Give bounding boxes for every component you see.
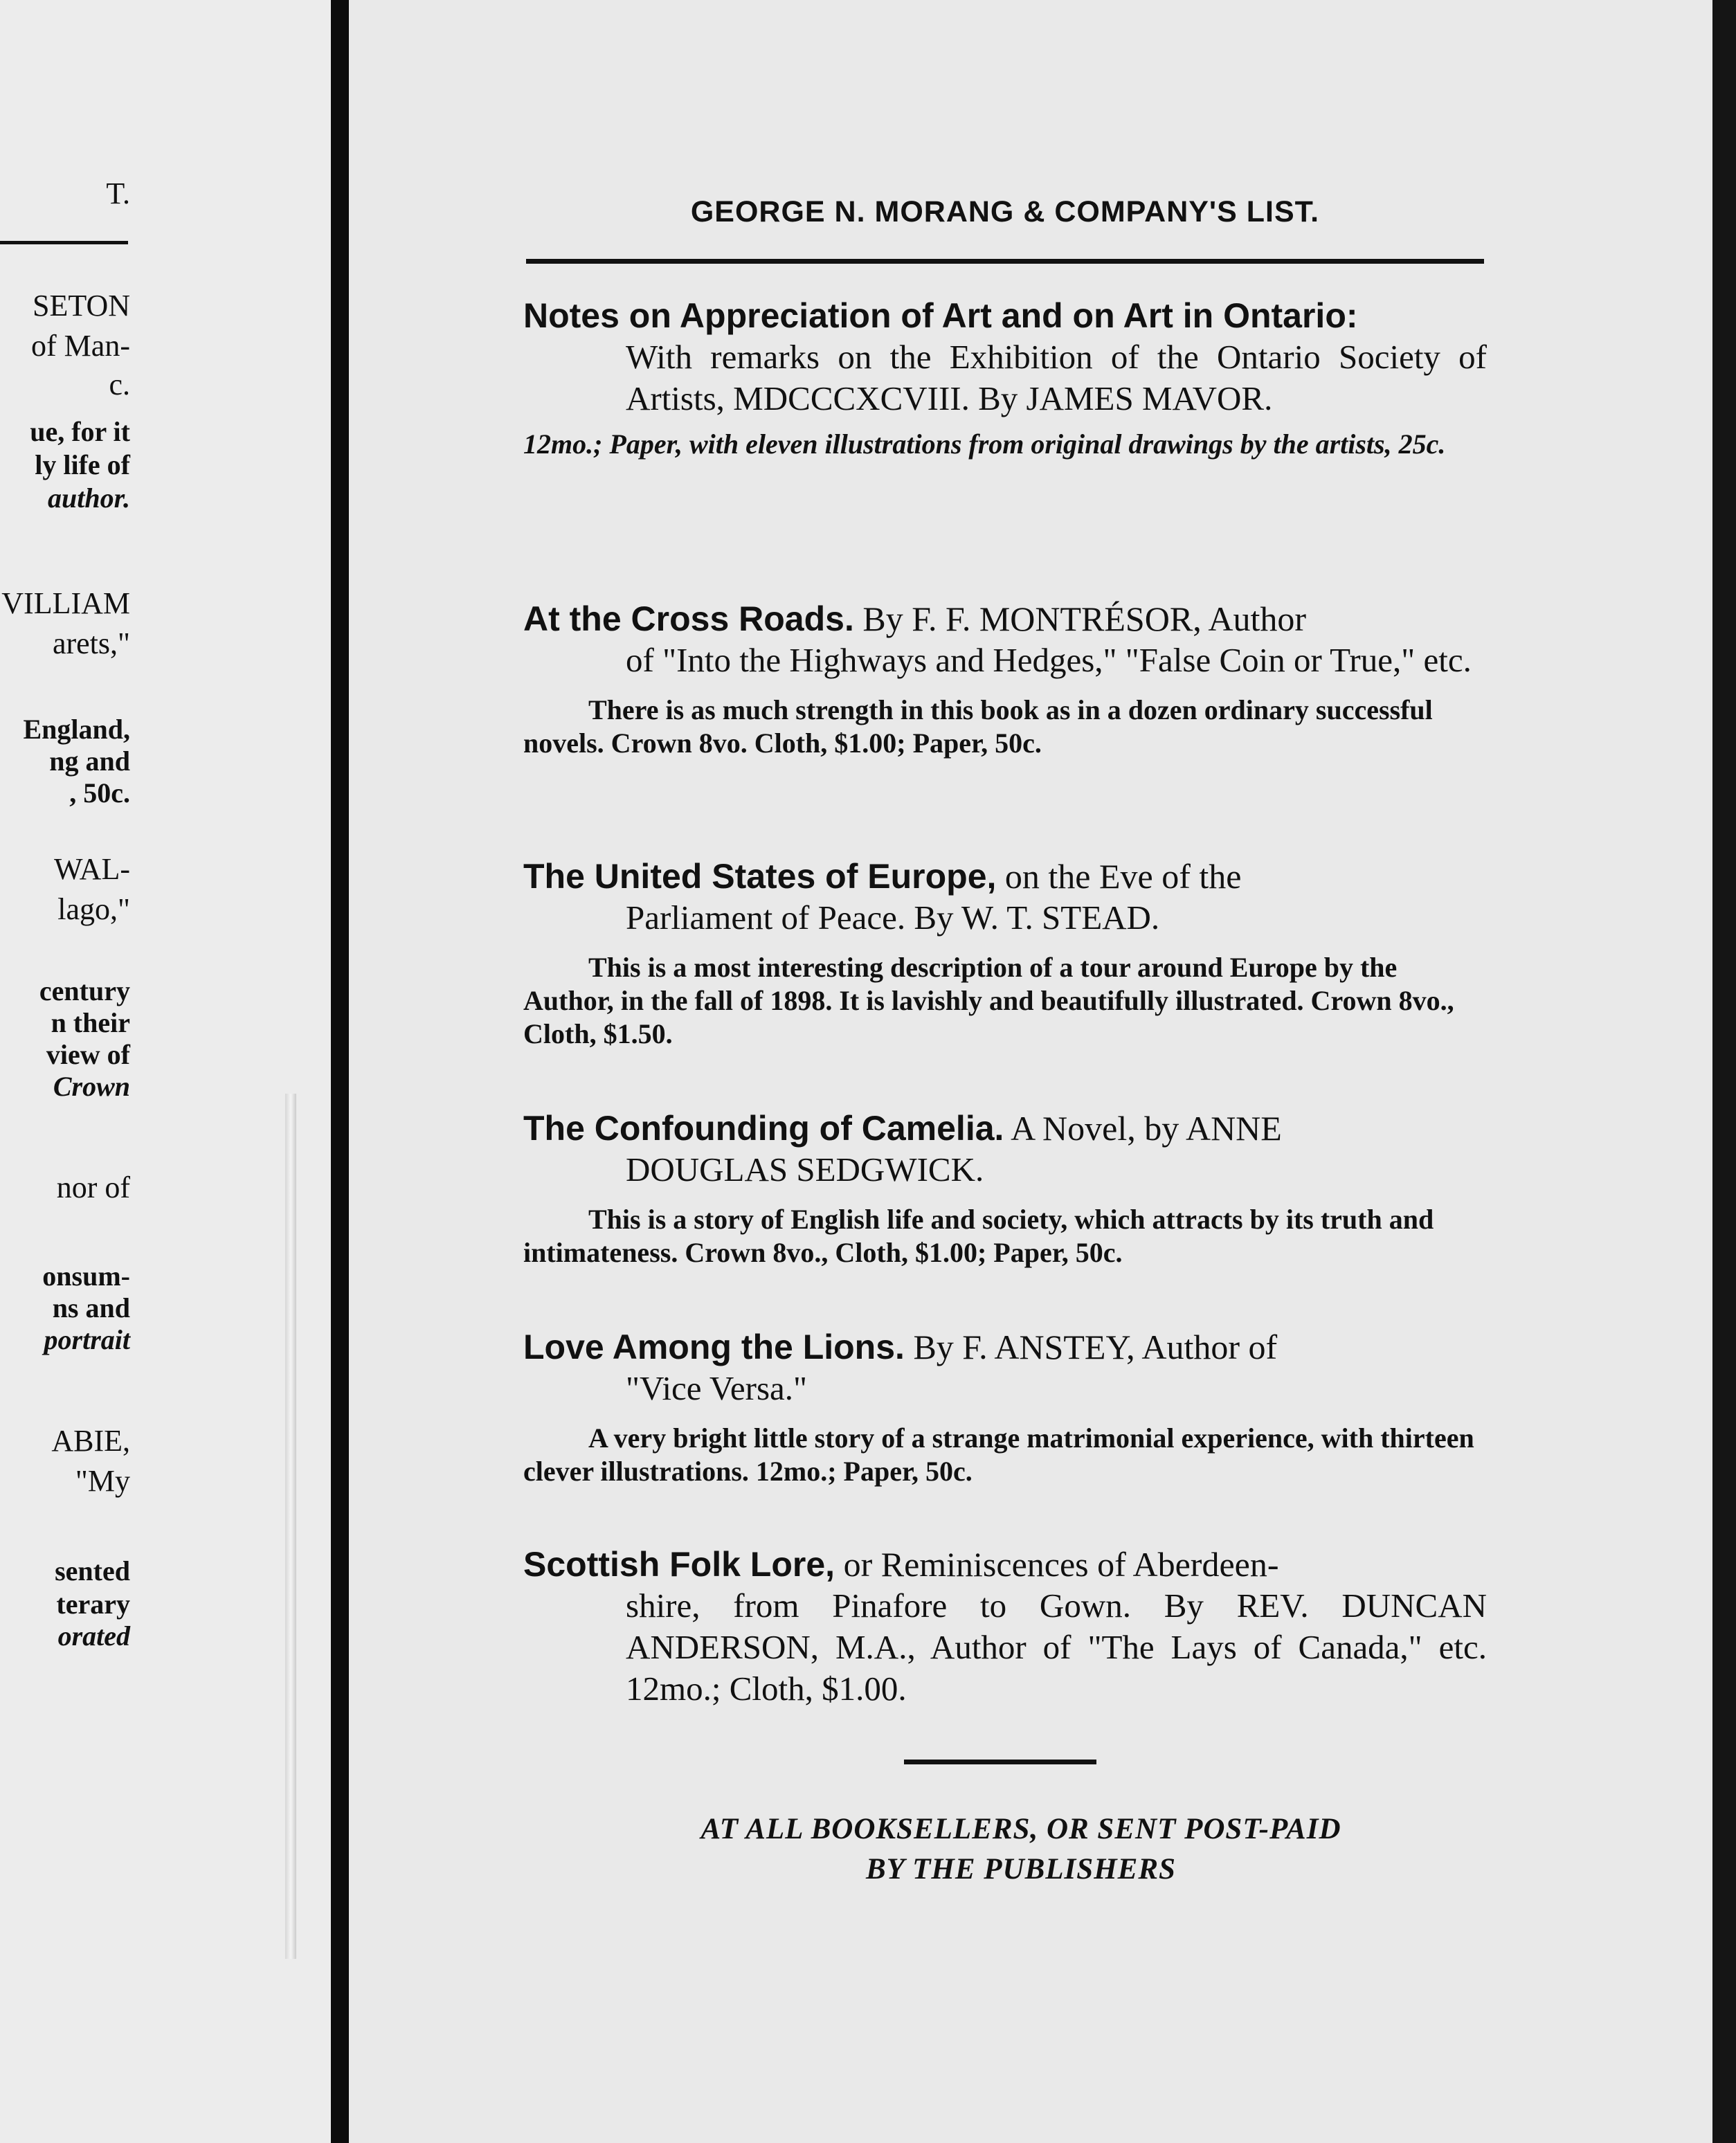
left-page-line: , 50c. (69, 777, 130, 808)
left-page-line: England, (23, 714, 130, 745)
entry-continuation: "Vice Versa." (626, 1369, 808, 1407)
page-header: GEORGE N. MORANG & COMPANY'S LIST. (690, 195, 1320, 228)
entry-title-line (523, 856, 1487, 897)
entry-title-line (523, 1326, 1487, 1368)
left-page-line: ly life of (35, 449, 130, 480)
left-page-line: orated (57, 1620, 130, 1652)
book-title: Scottish Folk Lore, (523, 1545, 835, 1584)
left-page-rule (0, 241, 128, 244)
catalog-entry (523, 295, 1487, 461)
catalog-entry (523, 1544, 1487, 1710)
catalog-entry (523, 1326, 1487, 1488)
entry-title-line (523, 1107, 1487, 1149)
book-title: Notes on Appreciation of Art and on Art in Ontario: (523, 296, 1358, 335)
left-page-line: WAL- (54, 852, 130, 886)
right-scan-edge (1712, 0, 1736, 2143)
left-page-edge (0, 0, 331, 2143)
left-page-line: Crown (53, 1071, 130, 1102)
entry-byline: on the Eve of the (1004, 857, 1242, 896)
left-page-line: T. (106, 177, 130, 210)
entry-description: This is a story of English life and society, which attracts by its truth and intimateness. Crown 8vo., Cloth, $1.00; Paper, 50c. (523, 1204, 1434, 1268)
left-page-line: c. (109, 368, 130, 401)
left-page-line: arets," (52, 626, 130, 660)
left-page-line: ue, for it (30, 416, 130, 447)
left-page-line: ABIE, (51, 1424, 130, 1458)
catalog-entry (523, 598, 1487, 760)
left-page-line: of Man- (31, 329, 130, 363)
entry-byline: By F. ANSTEY, Author of (913, 1328, 1278, 1366)
entry-continuation: Parliament of Peace. By W. T. STEAD. (626, 898, 1160, 937)
left-page-line: ns and (52, 1292, 130, 1323)
footer-line: AT ALL BOOKSELLERS, OR SENT POST-PAID (700, 1813, 1341, 1845)
entry-title-line (523, 1544, 1487, 1585)
entry-byline: A Novel, by ANNE (1011, 1109, 1282, 1148)
book-title: The Confounding of Camelia. (523, 1109, 1004, 1148)
left-page-line: ng and (49, 745, 130, 777)
header-rule (526, 259, 1484, 264)
footer-rule (904, 1760, 1096, 1764)
entry-title-line (523, 598, 1487, 640)
catalog-entry (523, 1107, 1487, 1269)
entry-price-line: 12mo.; Paper, with eleven illustrations from original drawings by the artists, 25c. (523, 428, 1446, 460)
left-page-line: lago," (57, 892, 130, 926)
left-page-line: SETON (33, 289, 130, 323)
left-page-line: century (39, 975, 130, 1006)
left-page-line: n their (51, 1007, 130, 1038)
left-page-line: VILLIAM (1, 586, 130, 620)
binding-seam (285, 1094, 296, 1959)
left-page-line: onsum- (42, 1260, 130, 1292)
book-title: The United States of Europe, (523, 857, 997, 896)
book-gutter (331, 0, 349, 2143)
left-page-line: "My (75, 1464, 130, 1498)
book-title: Love Among the Lions. (523, 1328, 905, 1366)
footer-line: BY THE PUBLISHERS (866, 1853, 1176, 1886)
entry-byline: By F. F. MONTRÉSOR, Author (862, 599, 1307, 638)
entry-continuation: With remarks on the Exhibition of the Ontario Society of Artists, MDCCCXCVIII. By JAMES MAVOR. (626, 338, 1487, 417)
left-page-line: author. (48, 482, 130, 514)
left-page-line: terary (56, 1589, 130, 1620)
left-page-line: sented (55, 1555, 130, 1586)
entry-description: There is as much strength in this book as in a dozen ordinary successful novels. Crown 8vo. Cloth, $1.00; Paper, 50c. (523, 694, 1433, 759)
entry-continuation: shire, from Pinafore to Gown. By REV. DUNCAN ANDERSON, M.A., Author of "The Lays of Canada," etc. 12mo.; Cloth, $1.00. (626, 1586, 1487, 1708)
left-page-line: nor of (56, 1170, 130, 1204)
entry-title-line (523, 295, 1487, 336)
entry-description: A very bright little story of a strange matrimonial experience, with thirteen clever illustrations. 12mo.; Paper, 50c. (523, 1422, 1474, 1487)
entry-continuation: DOUGLAS SEDGWICK. (626, 1150, 984, 1188)
left-page-line: view of (46, 1039, 130, 1070)
left-page-line: portrait (44, 1324, 130, 1355)
catalog-entry (523, 856, 1487, 1051)
entry-byline: or Reminiscences of Aberdeen- (843, 1545, 1279, 1584)
book-title: At the Cross Roads. (523, 599, 854, 638)
entry-description: This is a most interesting description of a tour around Europe by the Author, in the fall of 1898. It is lavishly and beautifully illustrated. Crown 8vo., Cloth, $1.50. (523, 952, 1454, 1049)
entry-continuation: of "Into the Highways and Hedges," "False Coin or True," etc. (626, 641, 1472, 679)
